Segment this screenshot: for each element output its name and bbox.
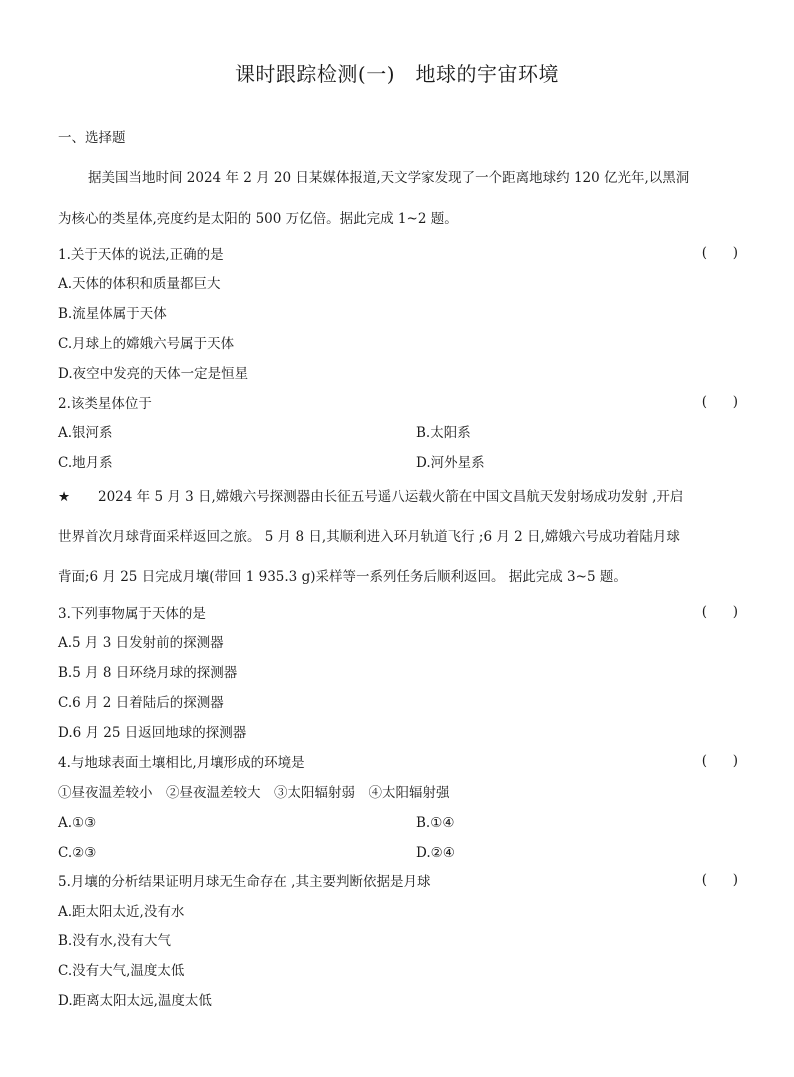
intro-2-line-2: 世界首次月球背面采样返回之旅。 5 月 8 日,其顺利进入环月轨道飞行 ;6 月 2 日,嫦娥六号成功着陆月球: [58, 529, 680, 545]
question-3-stem: 3.下列事物属于天体的是: [58, 606, 206, 622]
q1-option-a: A.天体的体积和质量都巨大: [58, 276, 221, 292]
q5-option-c: C.没有大气,温度太低: [58, 963, 185, 979]
intro-2-line-3: 背面;6 月 25 日完成月壤(带回 1 935.3 g)采样等一系列任务后顺利返回。 据此完成 3~5 题。: [58, 569, 627, 585]
answer-bracket: ( ): [701, 872, 738, 888]
intro-2-line-1-text: 2024 年 5 月 3 日,嫦娥六号探测器由长征五号遥八运载火箭在中国文昌航天发射场成功发射 ,开启: [98, 489, 684, 505]
star-icon: ★: [58, 489, 71, 505]
page-title: 课时跟踪检测(一) 地球的宇宙环境: [234, 62, 560, 86]
q4-option-d: D.②④: [416, 845, 455, 861]
intro-1-line-1: 据美国当地时间 2024 年 2 月 20 日某媒体报道,天文学家发现了一个距离地球约 120 亿光年,以黑洞: [88, 170, 690, 186]
q4-option-c: C.②③: [58, 845, 97, 861]
q2-option-b: B.太阳系: [416, 425, 471, 441]
q5-option-b: B.没有水,没有大气: [58, 933, 172, 949]
q4-statements: ①昼夜温差较小 ②昼夜温差较大 ③太阳辐射弱 ④太阳辐射强: [58, 785, 450, 801]
q5-option-a: A.距太阳太近,没有水: [58, 904, 185, 920]
question-1-stem: 1.关于天体的说法,正确的是: [58, 247, 224, 263]
q1-option-b: B.流星体属于天体: [58, 306, 167, 322]
q2-option-a: A.银河系: [58, 425, 113, 441]
intro-2-line-1: [58, 487, 738, 507]
question-2-stem: 2.该类星体位于: [58, 396, 152, 412]
answer-bracket: ( ): [701, 245, 738, 261]
q1-option-d: D.夜空中发亮的天体一定是恒星: [58, 366, 249, 382]
q3-option-b: B.5 月 8 日环绕月球的探测器: [58, 665, 238, 681]
question-4-stem: 4.与地球表面土壤相比,月壤形成的环境是: [58, 755, 305, 771]
q5-option-d: D.距离太阳太远,温度太低: [58, 993, 212, 1009]
q4-option-a: A.①③: [58, 815, 97, 831]
answer-bracket: ( ): [701, 394, 738, 410]
question-5-stem: 5.月壤的分析结果证明月球无生命存在 ,其主要判断依据是月球: [58, 874, 431, 890]
q3-option-d: D.6 月 25 日返回地球的探测器: [58, 725, 247, 741]
intro-1-line-2: 为核心的类星体,亮度约是太阳的 500 万亿倍。据此完成 1~2 题。: [58, 211, 458, 227]
q2-option-c: C.地月系: [58, 455, 113, 471]
q3-option-a: A.5 月 3 日发射前的探测器: [58, 635, 224, 651]
q3-option-c: C.6 月 2 日着陆后的探测器: [58, 695, 224, 711]
section-heading: 一、选择题: [58, 130, 126, 146]
answer-bracket: ( ): [701, 604, 738, 620]
q1-option-c: C.月球上的嫦娥六号属于天体: [58, 336, 235, 352]
answer-bracket: ( ): [701, 753, 738, 769]
q2-option-d: D.河外星系: [416, 455, 485, 471]
q4-option-b: B.①④: [416, 815, 455, 831]
